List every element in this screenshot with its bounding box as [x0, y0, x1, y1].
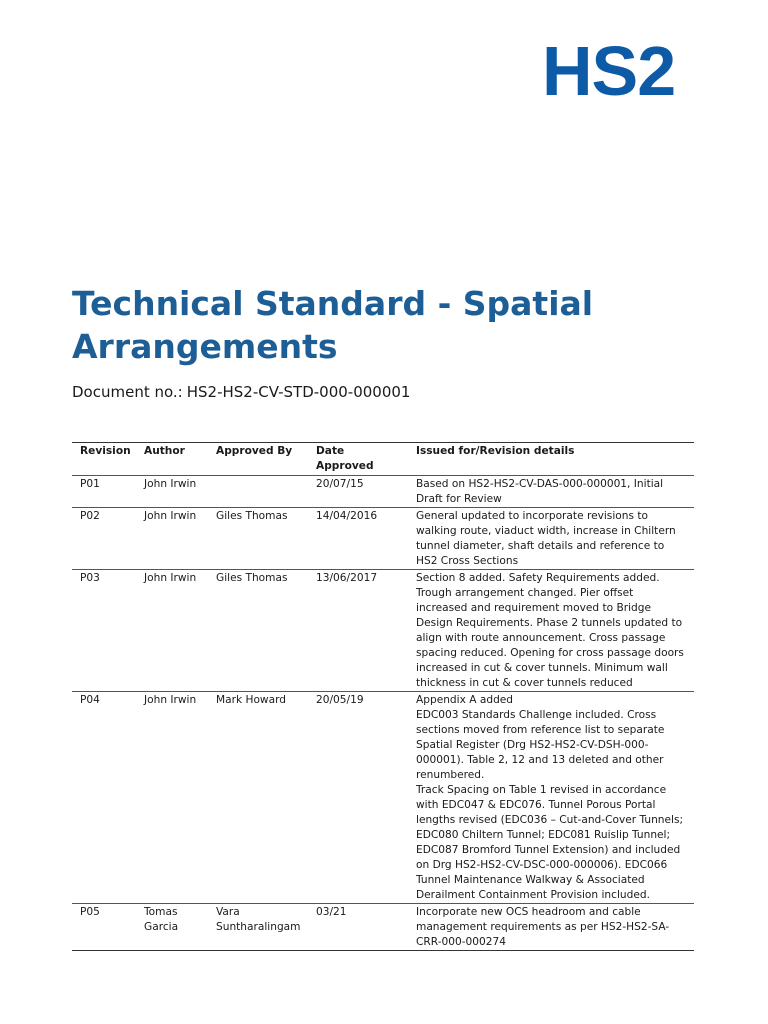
- cell-approved-by: Giles Thomas: [208, 508, 308, 570]
- header-date-approved: Date Approved: [308, 443, 408, 476]
- cell-revision: P05: [72, 904, 136, 951]
- details-line: EDC003 Standards Challenge included. Cross sections moved from reference list to separate Spatial Register (Drg HS2-HS2-CV-DSH-000-000001). Table 2, 12 and 13 deleted and other renumbered.: [416, 709, 665, 781]
- revision-table-header: [72, 443, 694, 476]
- table-row: [72, 904, 694, 951]
- document-number: [72, 381, 410, 403]
- cell-approved-by: [208, 476, 308, 508]
- cell-date: 03/21: [308, 904, 408, 951]
- cell-author: John Irwin: [136, 692, 208, 904]
- cell-author: Tomas Garcia: [136, 904, 208, 951]
- details-line: Track Spacing on Table 1 revised in accordance with EDC047 & EDC076. Tunnel Porous Portal lengths revised (EDC036 – Cut-and-Cover Tunnels; EDC080 Chiltern Tunnel; EDC081 Ruislip Tunnel; EDC087 Bromford Tunnel Extension) and included on Drg HS2-HS2-CV-DSC-000-000006). EDC066 Tunnel Maintenance Walkway & Associated Derailment Containment Provision included.: [416, 784, 684, 901]
- details-line: Section 8 added. Safety Requirements added. Trough arrangement changed. Pier offset increased and requirement moved to Bridge Design Requirements. Phase 2 tunnels updated to align with route announcement. Cross passage spacing reduced. Opening for cross passage doors increased in cut & cover tunnels. Minimum wall thickness in cut & cover tunnels reduced: [416, 572, 684, 689]
- cell-author: John Irwin: [136, 570, 208, 692]
- cell-details: [408, 570, 694, 692]
- cell-revision: P04: [72, 692, 136, 904]
- cell-date: 13/06/2017: [308, 570, 408, 692]
- cell-details: [408, 692, 694, 904]
- table-row: [72, 476, 694, 508]
- hs2-logo: HS2: [542, 32, 676, 110]
- cell-revision: P03: [72, 570, 136, 692]
- document-number-label: Document no.:: [72, 383, 183, 401]
- header-revision-details: Issued for/Revision details: [408, 443, 694, 476]
- table-row: [72, 570, 694, 692]
- cell-date: 14/04/2016: [308, 508, 408, 570]
- cell-author: John Irwin: [136, 476, 208, 508]
- document-title: Technical Standard - Spatial Arrangements: [72, 284, 594, 366]
- details-line: Appendix A added: [416, 694, 514, 706]
- cell-approved-by: Vara Suntharalingam: [208, 904, 308, 951]
- cell-approved-by: Giles Thomas: [208, 570, 308, 692]
- revision-table: [72, 442, 694, 951]
- header-revision: Revision: [72, 443, 136, 476]
- details-line: Based on HS2-HS2-CV-DAS-000-000001, Initial Draft for Review: [416, 478, 664, 505]
- cell-revision: P01: [72, 476, 136, 508]
- cell-details: [408, 476, 694, 508]
- header-author: Author: [136, 443, 208, 476]
- details-line: General updated to incorporate revisions to walking route, viaduct width, increase in Chiltern tunnel diameter, shaft details and reference to HS2 Cross Sections: [416, 510, 676, 567]
- table-row: [72, 508, 694, 570]
- header-approved-by: Approved By: [208, 443, 308, 476]
- cell-revision: P02: [72, 508, 136, 570]
- cell-date: 20/05/19: [308, 692, 408, 904]
- cell-details: [408, 508, 694, 570]
- cell-author: John Irwin: [136, 508, 208, 570]
- details-line: Incorporate new OCS headroom and cable management requirements as per HS2-HS2-SA-CRR-000-000274: [416, 906, 670, 948]
- cell-date: 20/07/15: [308, 476, 408, 508]
- cell-details: [408, 904, 694, 951]
- table-row: [72, 692, 694, 904]
- cell-approved-by: Mark Howard: [208, 692, 308, 904]
- document-number-value: HS2-HS2-CV-STD-000-000001: [186, 383, 411, 401]
